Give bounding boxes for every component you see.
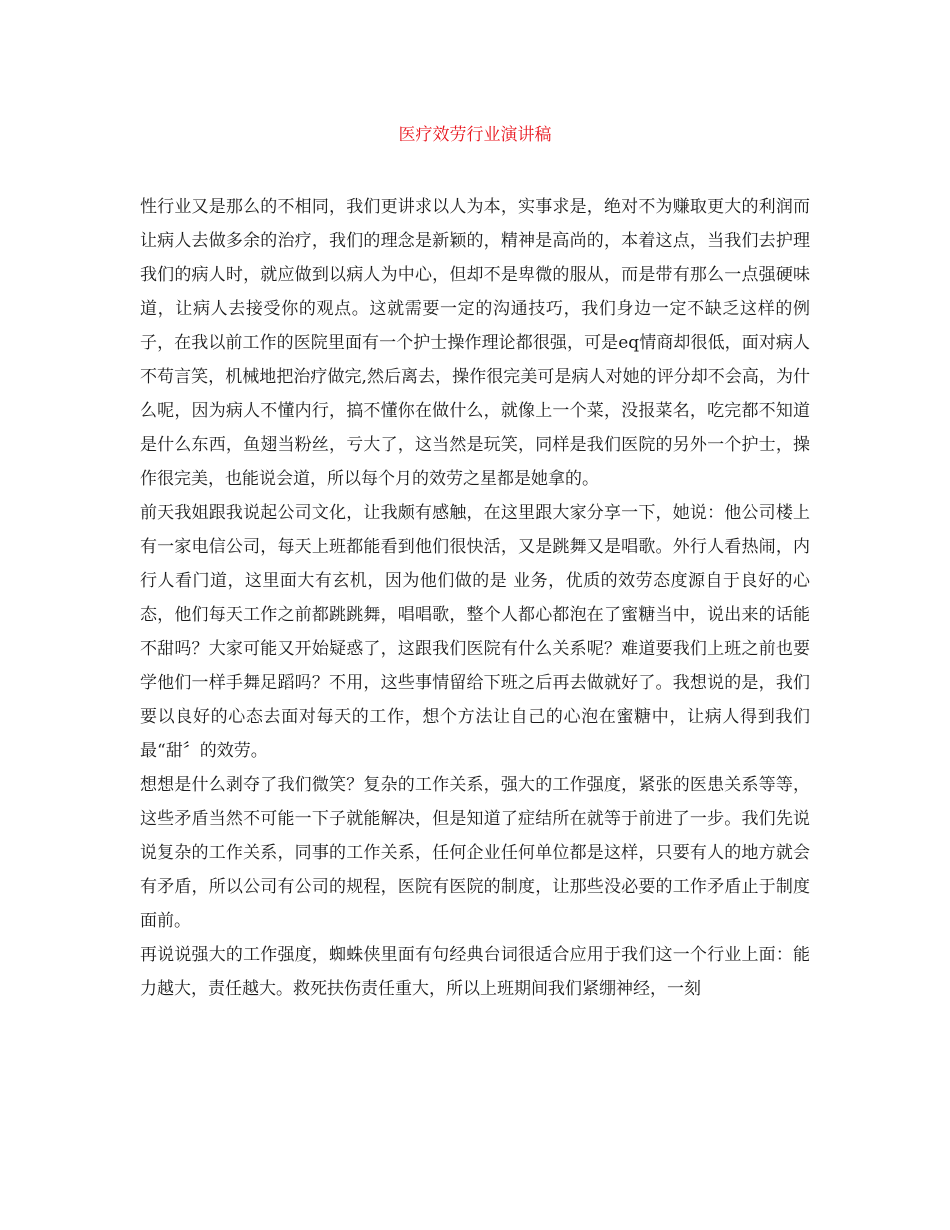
paragraph-3: 想想是什么剥夺了我们微笑？复杂的工作关系，强大的工作强度，紧张的医患关系等等，这些矛盾当然不可能一下子就能解决，但是知道了症结所在就等于前进了一步。我们先说说复杂的工作关系，同事的工作关系，任何企业任何单位都是这样，只要有人的地方就会有矛盾，所以公司有公司的规程，医院有医院的制度，让那些没必要的工作矛盾止于制度面前。: [140, 775, 810, 931]
paragraph-1: 性行业又是那么的不相同，我们更讲求以人为本，实事求是，绝对不为赚取更大的利润而让病人去做多余的治疗，我们的理念是新颖的，精神是高尚的，本着这点，当我们去护理我们的病人时，就应做到以病人为中心，但却不是卑微的服从，而是带有那么一点强硬味道，让病人去接受你的观点。这就需要一定的沟通技巧，我们身边一定不缺乏这样的例子，在我以前工作的医院里面有一个护士操作理论都很强，可是eq情商却很低，面对病人不苟言笑，机械地把治疗做完,然后离去，操作很完美可是病人对她的评分却不会高，为什么呢，因为病人不懂内行，搞不懂你在做什么，就像上一个菜，没报菜名，吃完都不知道是什么东西，鱼翅当粉丝，亏大了，这当然是玩笑，同样是我们医院的另外一个护士，操作很完美，也能说会道，所以每个月的效劳之星都是她拿的。: [140, 197, 810, 489]
document-body: [140, 190, 810, 1006]
paragraph-4: 再说说强大的工作强度，蜘蛛侠里面有句经典台词很适合应用于我们这一个行业上面：能力越大，责任越大。救死扶伤责任重大，所以上班期间我们紧绷神经，一刻: [140, 945, 810, 999]
document-title: 医疗效劳行业演讲稿: [398, 125, 552, 145]
paragraph-2: 前天我姐跟我说起公司文化，让我颇有感触，在这里跟大家分享一下，她说：他公司楼上有一家电信公司，每天上班都能看到他们很快活，又是跳舞又是唱歌。外行人看热闹，内行人看门道，这里面大有玄机，因为他们做的是 业务，优质的效劳态度源自于良好的心态，他们每天工作之前都跳跳舞，唱唱歌，整个人都心都泡在了蜜糖当中，说出来的话能不甜吗？大家可能又开始疑惑了，这跟我们医院有什么关系呢？难道要我们上班之前也要学他们一样手舞足蹈吗？不用，这些事情留给下班之后再去做就好了。我想说的是，我们要以良好的心态去面对每天的工作，想个方法让自己的心泡在蜜糖中，让病人得到我们最“甜〞的效劳。: [140, 503, 810, 761]
